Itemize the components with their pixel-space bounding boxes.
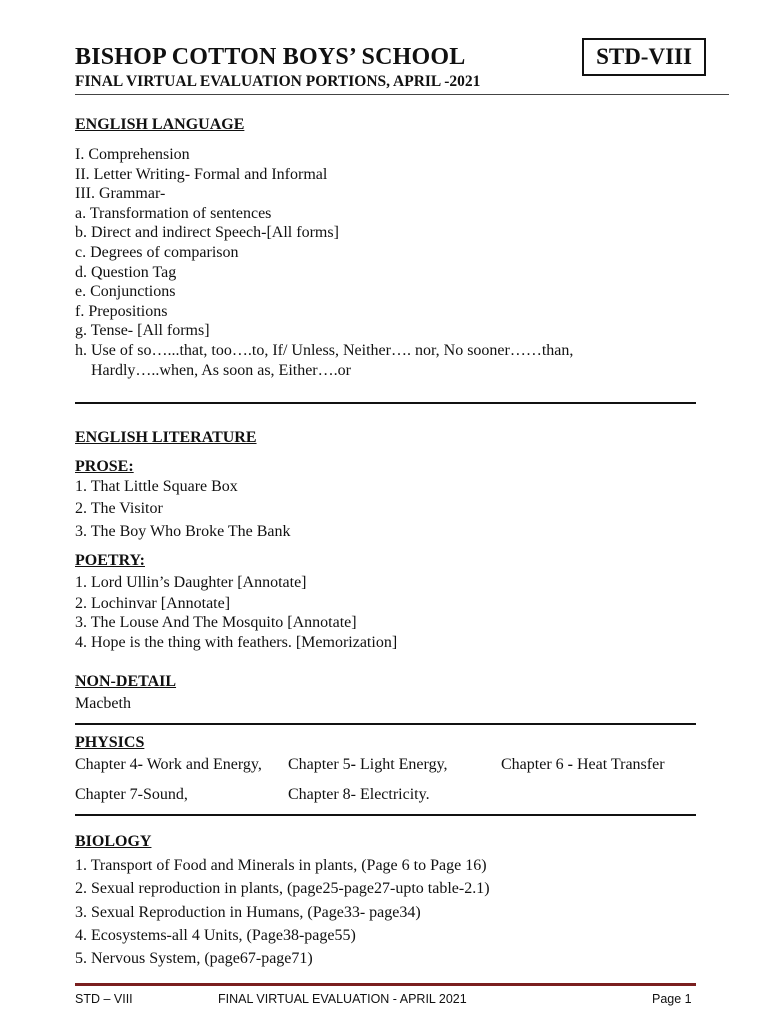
section-divider <box>75 723 696 725</box>
biology-heading: BIOLOGY <box>75 833 152 850</box>
physics-heading: PHYSICS <box>75 734 145 751</box>
chapter-prefix: Chapter 4 <box>75 756 138 773</box>
list-item: 1. Lord Ullin’s Daughter [Annotate] <box>75 574 307 591</box>
list-item: f. Prepositions <box>75 302 168 320</box>
chapter-prefix: Chapter 7-Sound, <box>75 786 188 803</box>
list-item: a. Transformation of sentences <box>75 204 272 222</box>
biology-list <box>75 854 490 970</box>
list-item: I. Comprehension <box>75 146 190 163</box>
chapter-sep: - <box>137 756 143 773</box>
list-item: II. Letter Writing- Formal and Informal <box>75 165 328 183</box>
list-item: 4. Hope is the thing with feathers. [Memorization] <box>75 634 398 651</box>
footer-center: FINAL VIRTUAL EVALUATION - APRIL 2021 <box>218 992 467 1006</box>
footer-left: STD – VIII <box>75 992 133 1006</box>
document-subtitle: FINAL VIRTUAL EVALUATION PORTIONS, APRIL -2021 <box>75 73 481 90</box>
list-item: 3. The Louse And The Mosquito [Annotate] <box>75 614 357 631</box>
list-item: d. Question Tag <box>75 263 177 281</box>
list-item: III. Grammar- <box>75 185 166 203</box>
page-number: Page 1 <box>652 992 692 1006</box>
list-item: 3. Sexual Reproduction in Humans, (Page33- page34) <box>75 903 421 921</box>
std-badge <box>582 38 706 76</box>
chapter-sep: - <box>567 756 573 773</box>
list-item: b. Direct and indirect Speech-[All forms] <box>75 224 339 242</box>
chapter-title: Heat Transfer <box>572 756 665 773</box>
list-item: Hardly…..when, As soon as, Either….or <box>75 361 351 379</box>
non-detail-heading: NON-DETAIL <box>75 673 177 690</box>
list-item: 2. Sexual reproduction in plants, (page25-page27-upto table-2.1) <box>75 880 490 898</box>
list-item: 1. That Little Square Box <box>75 478 238 495</box>
physics-chapter <box>75 756 262 774</box>
physics-chapter <box>288 756 448 774</box>
list-item: 4. Ecosystems-all 4 Units, (Page38-page55) <box>75 926 356 944</box>
physics-chapter <box>501 756 665 774</box>
chapter-title: Work and Energy, <box>142 756 262 773</box>
list-item: e. Conjunctions <box>75 283 176 301</box>
section-divider <box>75 814 696 816</box>
chapter-sep: - <box>350 756 356 773</box>
list-item: 2. Lochinvar [Annotate] <box>75 595 231 612</box>
list-item: 2. The Visitor <box>75 500 163 517</box>
list-item: g. Tense- [All forms] <box>75 322 210 340</box>
physics-chapter <box>288 786 430 804</box>
poetry-heading: POETRY: <box>75 552 145 569</box>
list-item: 1. Transport of Food and Minerals in plants, (Page 6 to Page 16) <box>75 857 487 874</box>
school-name: BISHOP COTTON BOYS’ SCHOOL <box>75 44 466 70</box>
english-language-heading: ENGLISH LANGUAGE <box>75 116 245 133</box>
chapter-prefix: Chapter 6 <box>501 756 568 773</box>
english-language-list <box>75 145 573 380</box>
list-item: h. Use of so…...that, too….to, If/ Unless, Neither…. nor, No sooner……than, <box>75 341 574 359</box>
section-divider <box>75 402 696 404</box>
chapter-prefix: Chapter 5 <box>288 756 351 773</box>
chapter-title: Light Energy, <box>355 756 448 773</box>
chapter-prefix: Chapter 8- Electricity. <box>288 786 430 803</box>
header-divider <box>75 94 729 95</box>
list-item: 3. The Boy Who Broke The Bank <box>75 523 291 540</box>
non-detail-text: Macbeth <box>75 695 131 712</box>
footer-divider <box>75 983 696 986</box>
list-item: 5. Nervous System, (page67-page71) <box>75 950 313 968</box>
prose-heading: PROSE: <box>75 458 134 475</box>
std-label: STD-VIII <box>596 44 692 69</box>
list-item: c. Degrees of comparison <box>75 243 239 261</box>
physics-chapter <box>75 786 188 804</box>
english-literature-heading: ENGLISH LITERATURE <box>75 429 257 446</box>
